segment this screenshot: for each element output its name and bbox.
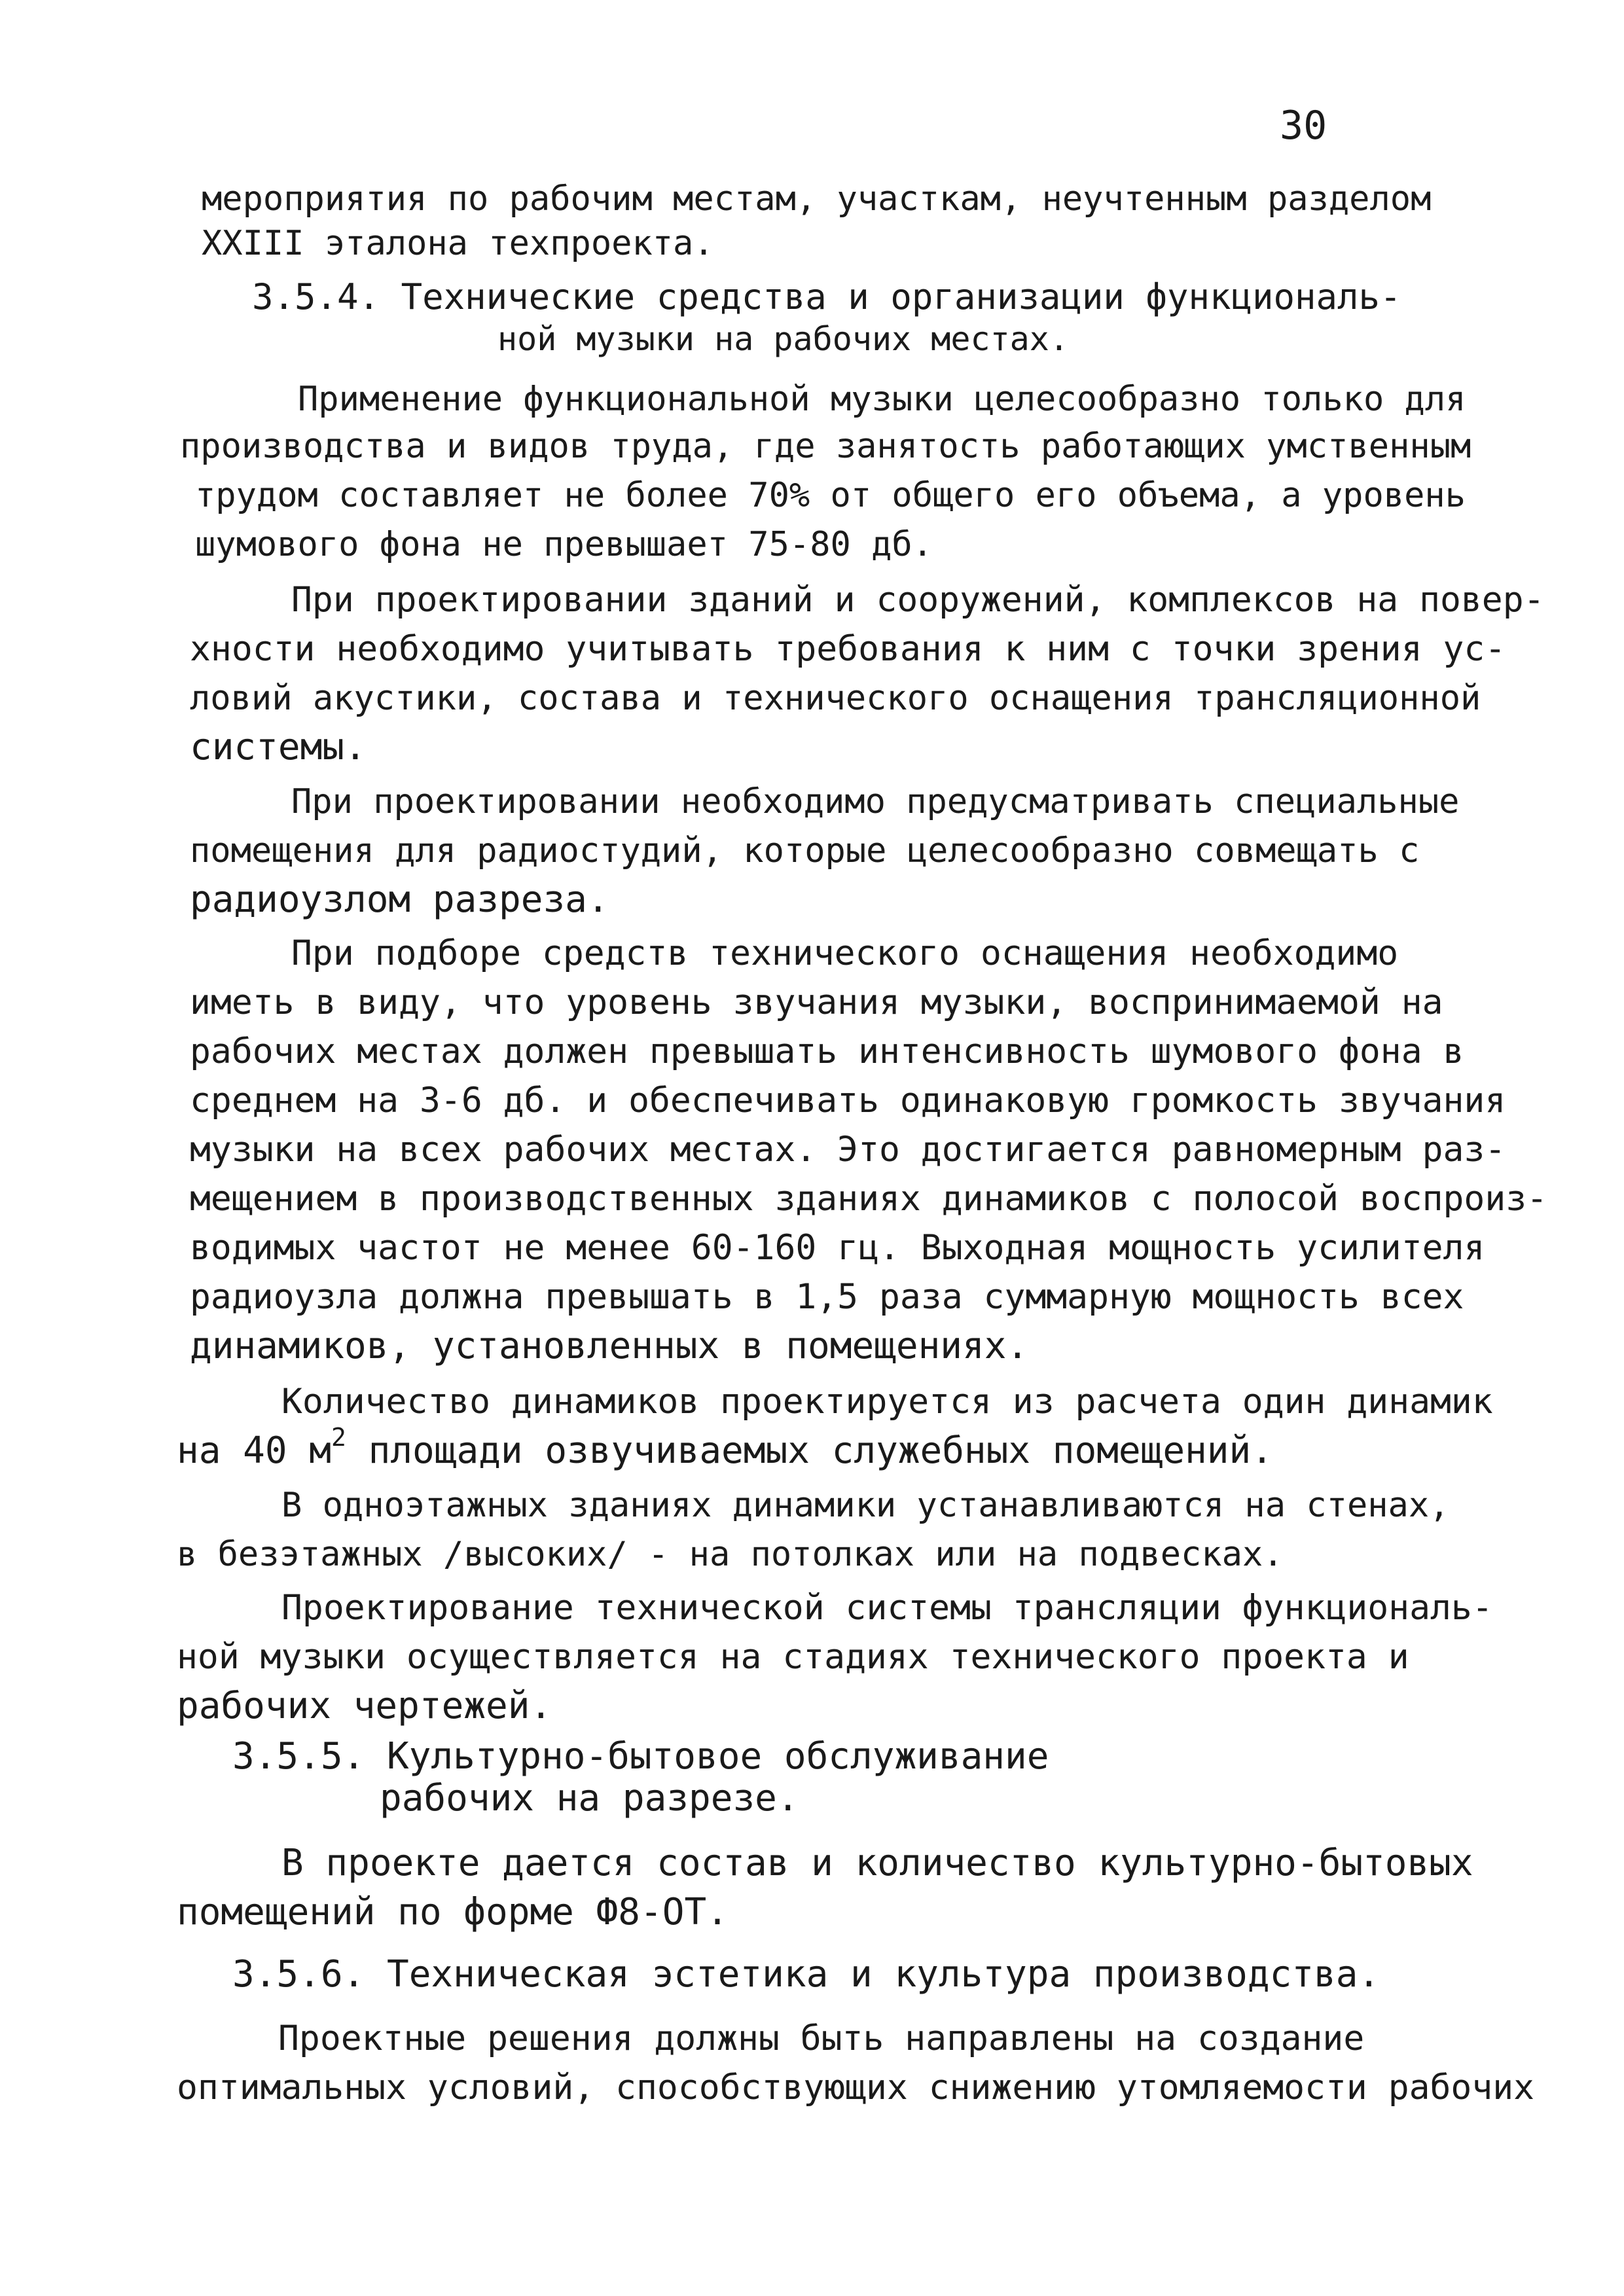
- text-fragment: на 40 м: [177, 1429, 332, 1472]
- page-number: 30: [1280, 103, 1327, 149]
- text-line: В проекте дается состав и количество культурно-бытовых: [281, 1842, 1473, 1884]
- text-line: музыки на всех рабочих местах. Это достигается равномерным раз-: [190, 1130, 1506, 1170]
- text-line: ловий акустики, состава и технического оснащения трансляционной: [190, 679, 1481, 718]
- text-line: шумового фона не превышает 75-80 дб.: [195, 525, 933, 564]
- text-line: При подборе средств технического оснащения необходимо: [291, 933, 1399, 973]
- text-line: Проектные решения должны быть направлены на создание: [278, 2018, 1365, 2058]
- text-line: мещением в производственных зданиях динамиков с полосой воспроиз-: [190, 1179, 1548, 1219]
- section-heading: ной музыки на рабочих местах.: [497, 320, 1069, 358]
- text-line: в безэтажных /высоких/ - на потолках или на подвесках.: [177, 1535, 1284, 1574]
- text-line: мероприятия по рабочим местам, участкам, неучтенным разделом: [202, 179, 1432, 219]
- text-line: трудом составляет не более 70% от общего его объема, а уровень: [195, 476, 1466, 515]
- text-line: Количество динамиков проектируется из расчета один динамик: [281, 1382, 1493, 1422]
- text-line: хности необходимо учитывать требования к ним с точки зрения ус-: [190, 629, 1506, 669]
- text-line: помещения для радиостудий, которые целесообразно совмещать с: [190, 831, 1420, 870]
- text-line: В одноэтажных зданиях динамики устанавливаются на стенах,: [281, 1486, 1450, 1525]
- text-line: радиоузлом разреза.: [190, 878, 609, 921]
- text-line: рабочих чертежей.: [177, 1685, 552, 1727]
- text-line: системы.: [190, 726, 367, 768]
- text-line: При проектировании необходимо предусматривать специальные: [291, 782, 1460, 821]
- section-heading: рабочих на разрезе.: [380, 1777, 799, 1820]
- text-line: среднем на 3-6 дб. и обеспечивать одинаковую громкость звучания: [190, 1081, 1506, 1121]
- section-heading: 3.5.4. Технические средства и организации функциональ-: [252, 276, 1401, 317]
- text-line: помещений по форме Ф8-ОТ.: [177, 1891, 729, 1933]
- text-line: При проектировании зданий и сооружений, комплексов на повер-: [291, 580, 1545, 620]
- text-line: радиоузла должна превышать в 1,5 раза суммарную мощность всех: [190, 1277, 1464, 1317]
- text-fragment: площади озвучиваемых служебных помещений.: [346, 1429, 1273, 1472]
- text-line: XXIII эталона техпроекта.: [202, 224, 714, 263]
- text-line: Проектирование технической системы трансляции функциональ-: [281, 1588, 1493, 1628]
- text-line: водимых частот не менее 60-160 гц. Выходная мощность усилителя: [190, 1228, 1485, 1268]
- text-line: иметь в виду, что уровень звучания музыки, воспринимаемой на: [190, 982, 1443, 1022]
- text-line: Применение функциональной музыки целесообразно только для: [298, 380, 1466, 419]
- text-line: ной музыки осуществляется на стадиях технического проекта и: [177, 1637, 1409, 1677]
- section-heading: 3.5.5. Культурно-бытовое обслуживание: [232, 1735, 1049, 1778]
- superscript: 2: [331, 1423, 346, 1452]
- text-line: производства и видов труда, где занятость работающих умственным: [180, 427, 1471, 466]
- text-line: рабочих местах должен превышать интенсивность шумового фона в: [190, 1031, 1464, 1071]
- section-heading: 3.5.6. Техническая эстетика и культура производства.: [232, 1953, 1380, 1996]
- text-line: [177, 1423, 1273, 1472]
- text-line: динамиков, установленных в помещениях.: [190, 1325, 1029, 1367]
- text-line: оптимальных условий, способствующих снижению утомляемости рабочих: [177, 2068, 1535, 2108]
